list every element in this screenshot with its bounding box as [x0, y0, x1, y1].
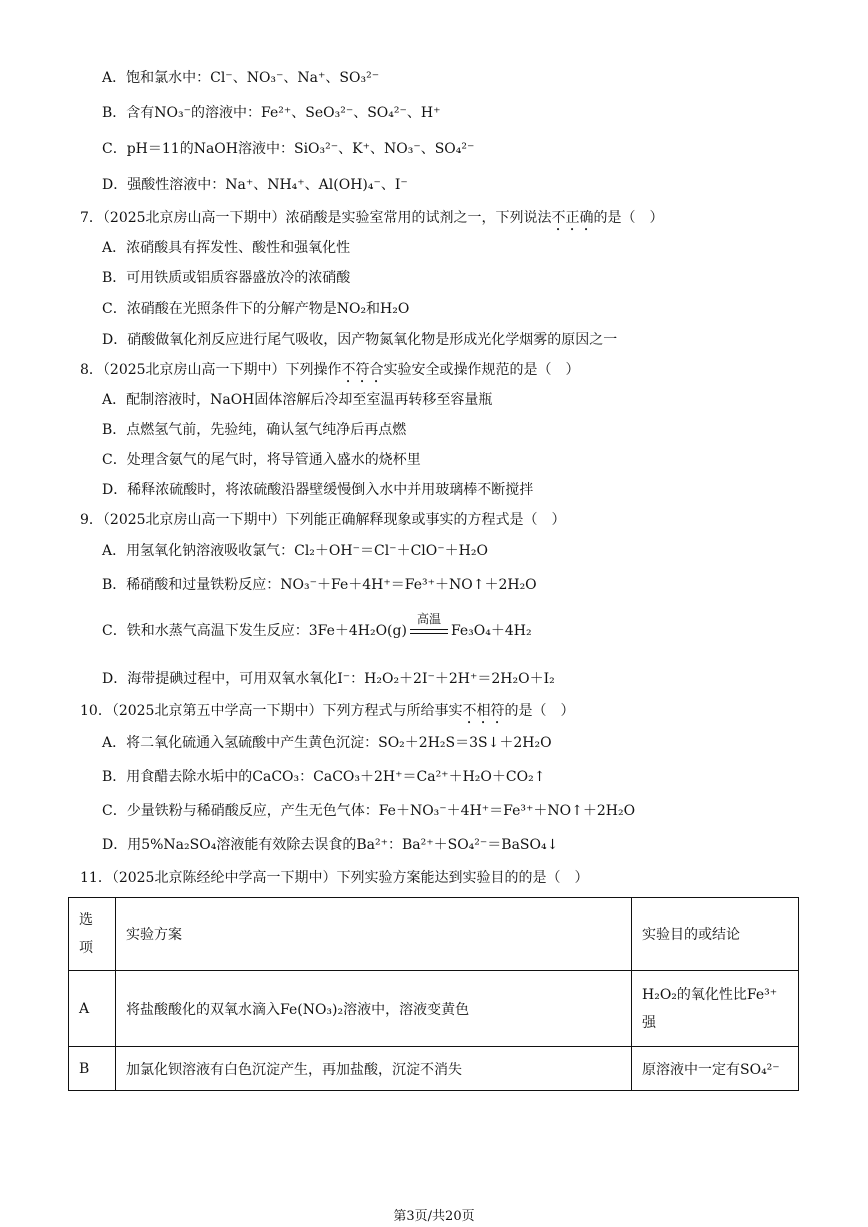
- q8-option-d: D．稀释浓硫酸时，将浓硫酸沿器壁缓慢倒入水中并用玻璃棒不断搅拌: [102, 482, 534, 498]
- q10-option-b: B．用食醋去除水垢中的CaCO₃：CaCO₃＋2H⁺＝Ca²⁺＋H₂O＋CO₂↑: [102, 769, 546, 785]
- q6-option-a: A．饱和氯水中：Cl⁻、NO₃⁻、Na⁺、SO₃²⁻: [102, 70, 380, 86]
- q9-option-c-left: C．铁和水蒸气高温下发生反应：3Fe＋4H₂O(g): [102, 623, 407, 639]
- q8-option-a: A．配制溶液时，NaOH固体溶解后冷却至室温再转移至容量瓶: [102, 392, 493, 408]
- q9-stem: 9．（2025北京房山高一下期中）下列能正确解释现象或事实的方程式是（ ）: [80, 512, 566, 528]
- q10-stem-emphasis: 不相符: [462, 703, 505, 719]
- q7-option-b: B．可用铁质或铝质容器盛放冷的浓硝酸: [102, 270, 351, 286]
- row-a-conclusion: H₂O₂的氧化性比Fe³⁺强: [632, 971, 799, 1047]
- page-footer: 第3页/共20页: [393, 1209, 475, 1224]
- q7-stem: [80, 208, 664, 234]
- q9-option-a: A．用氢氧化钠溶液吸收氯气：Cl₂＋OH⁻＝Cl⁻＋ClO⁻＋H₂O: [102, 543, 488, 559]
- row-b-conclusion: 原溶液中一定有SO₄²⁻: [632, 1047, 799, 1091]
- table-row: [69, 1047, 799, 1091]
- q7-stem-emphasis: 不正确: [551, 210, 594, 226]
- q8-stem-emphasis: 不符合: [341, 362, 384, 378]
- row-b-option: B: [69, 1047, 116, 1091]
- q8-stem-suffix: 实验安全或操作规范的是（ ）: [383, 362, 580, 378]
- q6-option-c: C．pH＝11的NaOH溶液中：SiO₃²⁻、K⁺、NO₃⁻、SO₄²⁻: [102, 141, 475, 157]
- row-a-option: A: [69, 971, 116, 1047]
- q7-option-d: D．硝酸做氧化剂反应进行尾气吸收，因产物氮氧化物是形成光化学烟雾的原因之一: [102, 332, 618, 348]
- table-row: [69, 971, 799, 1047]
- reaction-condition: [407, 612, 451, 641]
- q10-option-a: A．将二氧化硫通入氢硫酸中产生黄色沉淀：SO₂＋2H₂S＝3S↓＋2H₂O: [102, 735, 552, 751]
- q8-stem-prefix: 8．（2025北京房山高一下期中）下列操作: [80, 362, 342, 378]
- q11-stem: 11．（2025北京陈经纶中学高一下期中）下列实验方案能达到实验目的的是（ ）: [80, 870, 589, 886]
- equals-sign-icon: [410, 629, 448, 634]
- reaction-condition-label: 高温: [416, 612, 441, 626]
- row-a-plan: 将盐酸酸化的双氧水滴入Fe(NO₃)₂溶液中，溶液变黄色: [116, 971, 632, 1047]
- q10-option-c: C．少量铁粉与稀硝酸反应，产生无色气体：Fe＋NO₃⁻＋4H⁺＝Fe³⁺＋NO↑＋2H₂O: [102, 803, 636, 819]
- header-plan: 实验方案: [116, 898, 632, 971]
- q8-stem: [80, 360, 580, 386]
- q10-stem-prefix: 10．（2025北京第五中学高一下期中）下列方程式与所给事实: [80, 703, 463, 719]
- q6-option-d: D．强酸性溶液中：Na⁺、NH₄⁺、Al(OH)₄⁻、I⁻: [102, 177, 408, 193]
- q8-option-b: B．点燃氢气前，先验纯，确认氢气纯净后再点燃: [102, 422, 407, 438]
- q6-option-b: B．含有NO₃⁻的溶液中：Fe²⁺、SeO₃²⁻、SO₄²⁻、H⁺: [102, 105, 441, 121]
- q7-stem-suffix: 的是（ ）: [593, 210, 664, 226]
- q8-option-c: C．处理含氨气的尾气时，将导管通入盛水的烧杯里: [102, 452, 421, 468]
- q7-stem-prefix: 7．（2025北京房山高一下期中）浓硝酸是实验室常用的试剂之一，下列说法: [80, 210, 552, 226]
- experiment-table: [68, 897, 799, 1091]
- q9-option-b: B．稀硝酸和过量铁粉反应：NO₃⁻＋Fe＋4H⁺＝Fe³⁺＋NO↑＋2H₂O: [102, 577, 537, 593]
- header-conclusion: 实验目的或结论: [632, 898, 799, 971]
- q10-stem: [80, 701, 574, 727]
- q9-option-c: [102, 612, 532, 641]
- row-b-plan: 加氯化钡溶液有白色沉淀产生，再加盐酸，沉淀不消失: [116, 1047, 632, 1091]
- q9-option-c-right: Fe₃O₄＋4H₂: [450, 623, 532, 639]
- q7-option-a: A．浓硝酸具有挥发性、酸性和强氧化性: [102, 240, 351, 256]
- q10-option-d: D．用5%Na₂SO₄溶液能有效除去误食的Ba²⁺：Ba²⁺＋SO₄²⁻＝BaSO₄↓: [102, 837, 559, 853]
- table-header-row: [69, 898, 799, 971]
- header-option: 选项: [69, 898, 116, 971]
- q10-stem-suffix: 的是（ ）: [504, 703, 575, 719]
- q9-option-d: D．海带提碘过程中，可用双氧水氧化I⁻：H₂O₂＋2I⁻＋2H⁺＝2H₂O＋I₂: [102, 671, 555, 687]
- q7-option-c: C．浓硝酸在光照条件下的分解产物是NO₂和H₂O: [102, 301, 410, 317]
